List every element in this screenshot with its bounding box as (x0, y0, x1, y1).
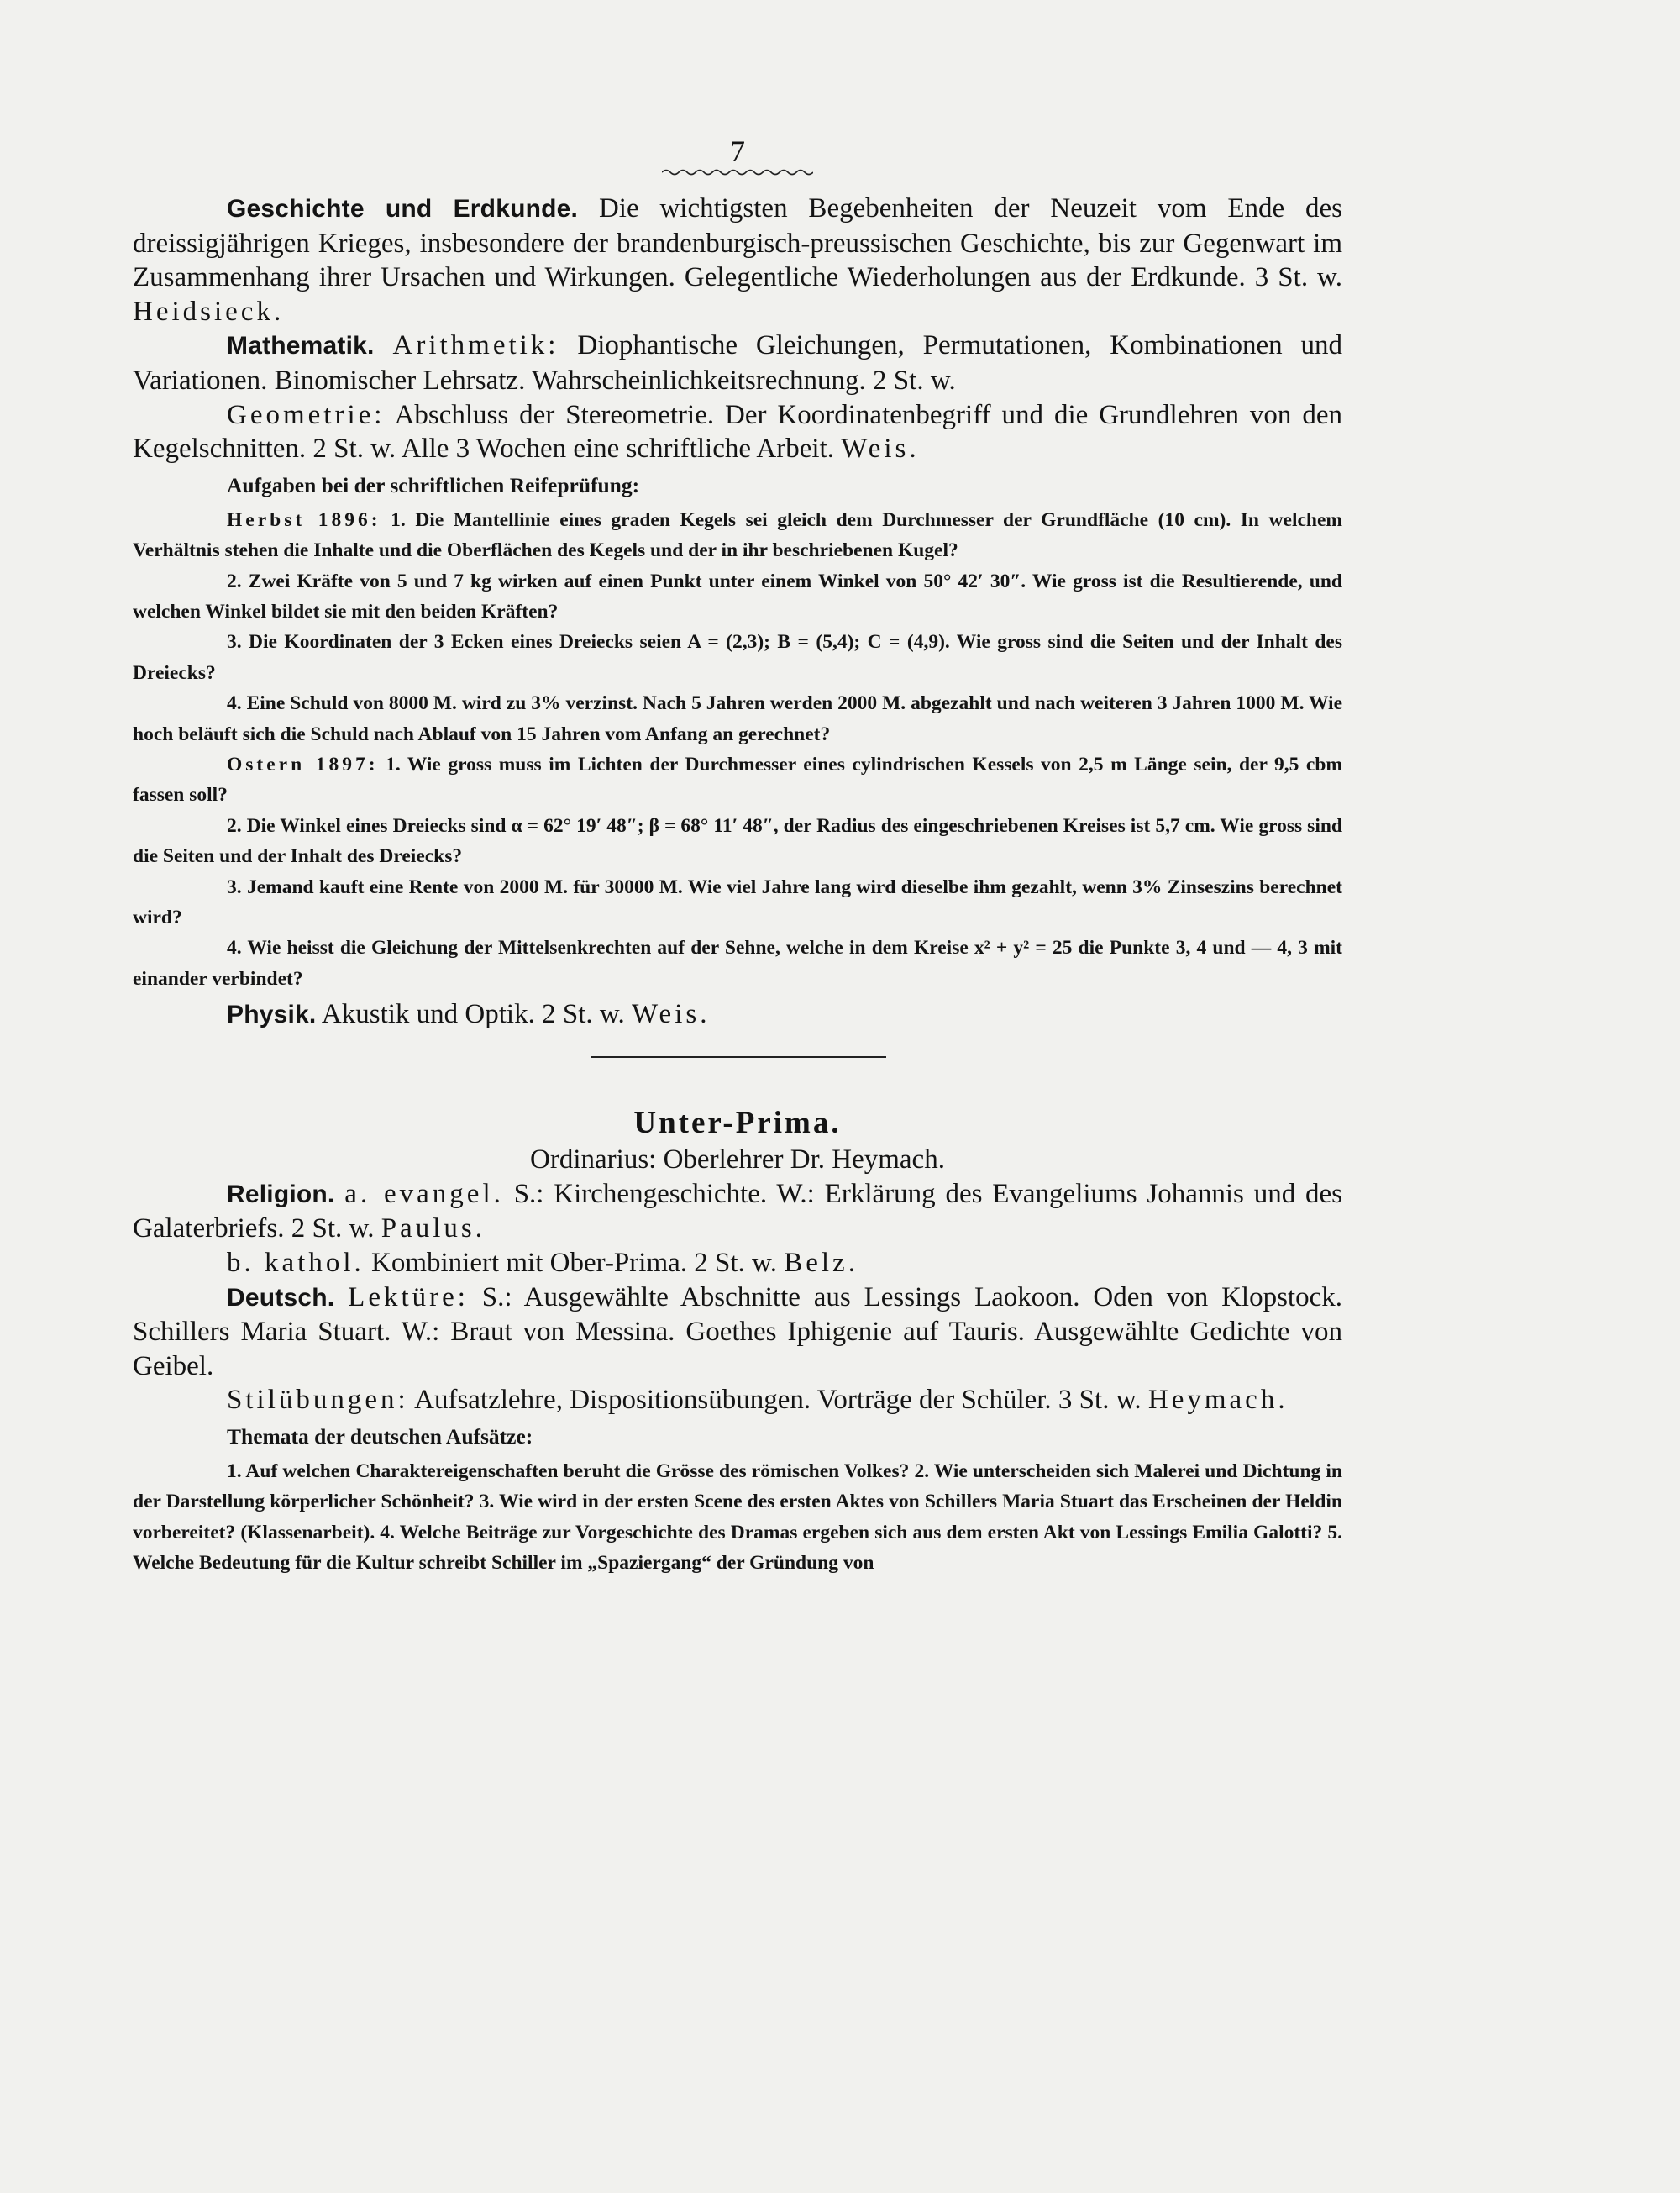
ostern-task-3: 3. Jemand kauft eine Rente von 2000 M. für 30000 M. Wie viel Jahre lang wird dieselbe ihm gezahlt, wenn 3% Zinseszins berechnet wird? (133, 876, 1342, 929)
religion-b-teacher: Belz. (784, 1248, 858, 1279)
lektuere-label: Lektüre: (348, 1281, 469, 1312)
physik-paragraph (133, 997, 1342, 1033)
mathematik-paragraph (133, 329, 1342, 397)
stiluebungen-text: Aufsatzlehre, Dispositionsübungen. Vorträge der Schüler. 3 St. w. (414, 1385, 1142, 1416)
geometrie-text: Abschluss der Stereometrie. Der Koordinatenbegriff und die Grundlehren von den Kegelschnitten. 2 St. w. Alle 3 Wochen eine schriftliche Arbeit. (133, 399, 1342, 465)
aufgaben-title: Aufgaben bei der schriftlichen Reifeprüfung: (227, 472, 640, 497)
deutsch-lektuere-paragraph (133, 1281, 1342, 1384)
lektuere-text: S.: Ausgewählte Abschnitte aus Lessings Laokoon. Oden von Klopstock. Schillers Maria Stuart. W.: Braut von Messina. Goethes Iphigenie auf Tauris. Ausgewählte Gedichte von Geibel. (133, 1281, 1342, 1381)
ostern-task-4: 4. Wie heisst die Gleichung der Mittelsenkrechten auf der Sehne, welche in dem Kreise x² + y² = 25 die Punkte 3, 4 und — 4, 3 mit einander verbindet? (133, 937, 1342, 990)
ostern-label: Ostern 1897: (227, 754, 379, 776)
ostern-task-1-text: 1. Wie gross muss im Lichten der Durchmesser eines cylindrischen Kessels von 2,5 m Länge sein, der 9,5 cbm fassen soll? (133, 754, 1343, 807)
religion-a-text: S.: Kirchengeschichte. W.: Erklärung des Evangeliums Johannis und des Galaterbriefs. 2 St. w. (133, 1178, 1343, 1244)
mathematik-heading: Mathematik. (227, 332, 375, 360)
religion-a-label: a. evangel. (344, 1178, 504, 1209)
herbst-task-2: 2. Zwei Kräfte von 5 und 7 kg wirken auf einen Punkt unter einem Winkel von 50° 42′ 30″. Wie gross ist die Resultierende, und welchen Winkel bildet sie mit den beiden Kräften? (133, 570, 1342, 623)
herbst-task-3: 3. Die Koordinaten der 3 Ecken eines Dreiecks seien A = (2,3); B = (5,4); C = (4,9). Wie gross sind die Seiten und der Inhalt des Dreiecks? (133, 631, 1342, 684)
arithmetik-label: Arithmetik: (392, 330, 559, 361)
deutsch-teacher: Heymach. (1147, 1385, 1289, 1416)
stiluebungen-paragraph (133, 1383, 1342, 1417)
herbst-label: Herbst 1896: (227, 508, 381, 531)
page-body (133, 134, 1342, 1579)
mathematik-teacher: Weis. (841, 434, 920, 465)
geometrie-paragraph (133, 398, 1342, 466)
section-title: Unter-Prima. (633, 1105, 842, 1140)
geschichte-heading: Geschichte und Erdkunde. (227, 195, 579, 223)
ostern-task-1 (133, 749, 1342, 811)
herbst-task-1-text: 1. Die Mantellinie eines graden Kegels sei gleich dem Durchmesser der Grundfläche (10 cm). In welchem Verhältnis stehen die Inhalte und die Oberflächen des Kegels und der in ihr beschriebenen Kugel? (133, 508, 1342, 562)
religion-heading: Religion. (227, 1180, 335, 1208)
ornament-squiggle (662, 168, 813, 176)
religion-b-text: Kombiniert mit Ober-Prima. 2 St. w. (370, 1248, 777, 1279)
religion-a-paragraph (133, 1177, 1342, 1246)
religion-b-paragraph (133, 1246, 1342, 1281)
geometrie-label: Geometrie: (227, 399, 386, 430)
page-number: 7 (730, 134, 745, 168)
ordinarius-line: Ordinarius: Oberlehrer Dr. Heymach. (530, 1144, 945, 1175)
herbst-task-1 (133, 505, 1342, 566)
arithmetik-text: Diophantische Gleichungen, Permutationen, Kombinationen und Variationen. Binomischer Lehrsatz. Wahrscheinlichkeitsrechnung. 2 St. w. (133, 330, 1342, 396)
ostern-task-2: 2. Die Winkel eines Dreiecks sind α = 62° 19′ 48″; β = 68° 11′ 48″, der Radius des eingeschriebenen Kreises ist 5,7 cm. Wie gross sind die Seiten und der Inhalt des Dreiecks? (133, 814, 1342, 868)
physik-teacher: Weis. (632, 999, 711, 1030)
physik-heading: Physik. (227, 1001, 317, 1029)
herbst-task-4: 4. Eine Schuld von 8000 M. wird zu 3% verzinst. Nach 5 Jahren werden 2000 M. abgezahlt und nach weiteren 3 Jahren 1000 M. Wie hoch beläuft sich die Schuld nach Ablauf von 15 Jahren vom Anfang an gerechnet? (133, 692, 1342, 745)
religion-b-label: b. kathol. (227, 1248, 365, 1279)
themata-title: Themata der deutschen Aufsätze: (227, 1424, 533, 1449)
physik-text: Akustik und Optik. 2 St. w. (321, 999, 625, 1030)
geschichte-paragraph (133, 192, 1342, 329)
deutsch-heading: Deutsch. (227, 1283, 335, 1312)
geschichte-text: Die wichtigsten Begebenheiten der Neuzeit vom Ende des dreissigjährigen Krieges, insbesondere der brandenburgisch-preussischen Geschichte, bis zur Gegenwart im Zusammenhang ihrer Ursachen und Wirkungen. Gelegentliche Wiederholungen aus der Erdkunde. 3 St. w. (133, 193, 1342, 293)
religion-a-teacher: Paulus. (381, 1213, 486, 1244)
geschichte-teacher: Heidsieck. (133, 296, 285, 327)
stiluebungen-label: Stilübungen: (227, 1385, 409, 1416)
section-divider (591, 1056, 886, 1058)
themata-text: 1. Auf welchen Charaktereigenschaften beruht die Grösse des römischen Volkes? 2. Wie unterscheiden sich Malerei und Dichtung in der Darstellung körperlicher Schönheit? 3. Wie wird in der ersten Scene des ersten Aktes von Schillers Maria Stuart das Erscheinen der Heldin vorbereitet? (Klassenarbeit). 4. Welche Beiträge zur Vorgeschichte des Dramas ergeben sich aus dem ersten Akt von Lessings Emilia Galotti? 5. Welche Bedeutung für die Kultur schreibt Schiller im „Spaziergang“ der Gründung von (133, 1460, 1342, 1575)
